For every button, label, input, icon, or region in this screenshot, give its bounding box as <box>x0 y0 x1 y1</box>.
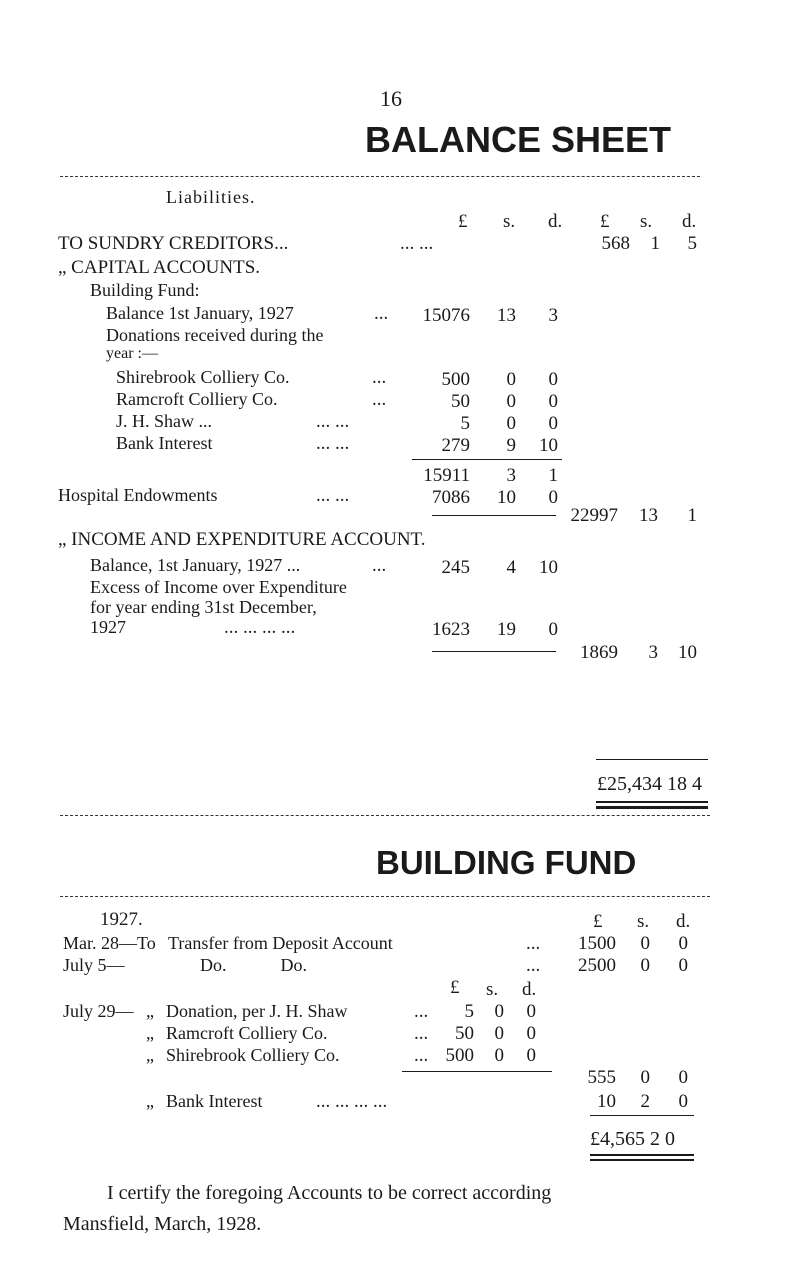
amount-shillings: 2 <box>640 1091 650 1112</box>
col-header-pounds-2: £ <box>600 211 610 232</box>
hospital-endowments-label: Hospital Endowments <box>58 485 218 505</box>
capital-total-rule <box>432 515 556 516</box>
donor-name: Ramcroft Colliery Co. <box>166 1023 328 1043</box>
amount-pence: 0 <box>548 413 558 434</box>
amount-pounds: 1623 <box>432 619 470 640</box>
capital-accounts-heading: „ CAPITAL ACCOUNTS. <box>58 257 261 278</box>
bank-interest-label: Bank Interest <box>166 1091 263 1111</box>
amount-pounds: 2500 <box>578 955 616 976</box>
leader-dots: ... <box>526 933 541 954</box>
amount-pounds: 500 <box>441 369 470 390</box>
grand-total-rule-bottom-2 <box>596 806 708 809</box>
donations-total-rule <box>402 1071 552 1072</box>
inner-header-shillings: s. <box>486 979 499 1000</box>
amount-shillings: 19 <box>497 619 516 640</box>
amount-pounds: 279 <box>441 435 470 456</box>
leader-dots: ... ... <box>316 433 350 454</box>
title-rule <box>60 176 700 177</box>
amount-shillings: 0 <box>640 1067 650 1088</box>
amount-shillings: 9 <box>506 435 516 456</box>
ditto-mark: „ <box>146 1045 154 1065</box>
donation-date: July 29— <box>63 1001 134 1021</box>
amount-shillings: 0 <box>640 955 650 976</box>
excess-caption-line1: Excess of Income over Expenditure <box>90 577 347 597</box>
amount-shillings: 0 <box>506 413 516 434</box>
leader-dots: ... <box>374 303 389 324</box>
amount-pounds: 10 <box>597 1091 616 1112</box>
section-divider <box>60 815 710 816</box>
amount-pounds: 50 <box>451 391 470 412</box>
leader-dots: ... ... <box>316 411 350 432</box>
amount-pounds: 7086 <box>432 487 470 508</box>
amount-pounds: 5 <box>460 413 470 434</box>
leader-dots: ... <box>414 1001 429 1022</box>
amount-pounds: 1500 <box>578 933 616 954</box>
amount-shillings: 13 <box>497 305 516 326</box>
amount-pence: 10 <box>539 557 558 578</box>
inner-header-pounds: £ <box>450 977 460 998</box>
col-header-pounds-1: £ <box>458 211 468 232</box>
amount-shillings: 0 <box>506 369 516 390</box>
amount-pence: 0 <box>526 1023 536 1044</box>
ditto-mark: „ <box>146 1023 154 1043</box>
leader-dots: ... ... <box>400 233 434 254</box>
amount-shillings: 0 <box>494 1001 504 1022</box>
amount-shillings: 13 <box>639 505 658 526</box>
col-header-pence-2: d. <box>682 211 697 232</box>
amount-pence: 1 <box>687 505 697 526</box>
amount-pounds: 245 <box>441 557 470 578</box>
leader-dots: ... ... <box>316 485 350 506</box>
amount-pence: 3 <box>548 305 558 326</box>
donor-name: Bank Interest <box>116 433 213 453</box>
income-expenditure-heading: „ INCOME AND EXPENDITURE ACCOUNT. <box>58 529 426 550</box>
col-header-shillings-2: s. <box>640 211 653 232</box>
leader-dots: ... <box>414 1045 429 1066</box>
leader-dots: ... <box>372 555 387 576</box>
col-header-pounds: £ <box>593 911 603 932</box>
grand-total: £25,434 18 4 <box>597 773 702 795</box>
ie-balance-label: Balance, 1st January, 1927 ... <box>90 555 301 575</box>
amount-pounds: 568 <box>601 233 630 254</box>
amount-pence: 0 <box>548 487 558 508</box>
building-fund-total-rule-bottom-1 <box>590 1154 694 1156</box>
building-fund-total-rule-bottom-2 <box>590 1159 694 1161</box>
leader-dots: ... <box>372 367 387 388</box>
ditto-mark: „ <box>146 1091 154 1111</box>
leader-dots: ... <box>372 389 387 410</box>
balance-sheet-title: BALANCE SHEET <box>365 119 672 160</box>
amount-shillings: 3 <box>506 465 516 486</box>
ditto-mark: „ <box>146 1001 154 1021</box>
amount-shillings: 0 <box>494 1023 504 1044</box>
amount-pounds: 50 <box>455 1023 474 1044</box>
building-fund-total: £4,565 2 0 <box>590 1128 675 1150</box>
leader-dots: ... <box>526 955 541 976</box>
amount-shillings: 4 <box>506 557 516 578</box>
col-header-pence: d. <box>676 911 691 932</box>
building-fund-total-rule-top <box>590 1115 694 1116</box>
amount-shillings: 0 <box>506 391 516 412</box>
col-header-shillings: s. <box>637 911 650 932</box>
amount-pence: 1 <box>548 465 558 486</box>
excess-caption-line3: 1927 <box>90 617 126 637</box>
donations-caption-line2: year :— <box>106 345 158 362</box>
amount-pounds: 1869 <box>580 642 618 663</box>
year-label: 1927. <box>100 909 143 930</box>
donor-name: Shirebrook Colliery Co. <box>116 367 290 387</box>
grand-total-rule-top <box>596 759 708 760</box>
entry-date: July 5— <box>63 955 125 975</box>
amount-pounds: 555 <box>587 1067 616 1088</box>
donor-name: J. H. Shaw ... <box>116 411 213 431</box>
amount-shillings: 0 <box>494 1045 504 1066</box>
grand-total-rule-bottom-1 <box>596 801 708 803</box>
donor-name: Shirebrook Colliery Co. <box>166 1045 340 1065</box>
certification-statement: I certify the foregoing Accounts to be correct according <box>107 1182 552 1204</box>
amount-pence: 0 <box>678 1091 688 1112</box>
building-fund-rule <box>60 896 710 897</box>
subtotal-rule <box>412 459 562 460</box>
amount-pence: 0 <box>548 391 558 412</box>
excess-caption-line2: for year ending 31st December, <box>90 597 317 617</box>
amount-pounds: 500 <box>445 1045 474 1066</box>
amount-pence: 0 <box>526 1045 536 1066</box>
amount-pence: 0 <box>678 1067 688 1088</box>
amount-shillings: 3 <box>648 642 658 663</box>
amount-pounds: 5 <box>464 1001 474 1022</box>
entry-description: Transfer from Deposit Account <box>168 933 393 953</box>
building-fund-title: BUILDING FUND <box>376 844 637 881</box>
amount-shillings: 1 <box>650 233 660 254</box>
amount-pence: 0 <box>678 955 688 976</box>
amount-pounds: 15076 <box>422 305 470 326</box>
donor-name: Ramcroft Colliery Co. <box>116 389 278 409</box>
inner-header-pence: d. <box>522 979 537 1000</box>
amount-pence: 0 <box>548 369 558 390</box>
ie-total-rule <box>432 651 556 652</box>
page-number: 16 <box>380 86 402 111</box>
amount-pence: 0 <box>548 619 558 640</box>
col-header-pence-1: d. <box>548 211 563 232</box>
entry-description: Do. Do. <box>200 955 307 975</box>
amount-pounds: 15911 <box>423 465 470 486</box>
liabilities-label: Liabilities. <box>166 187 256 207</box>
amount-pence: 10 <box>539 435 558 456</box>
leader-dots: ... ... ... ... <box>224 617 296 638</box>
building-fund-label: Building Fund: <box>90 280 200 300</box>
entry-date: Mar. 28—To <box>63 933 156 953</box>
leader-dots: ... <box>414 1023 429 1044</box>
place-date: Mansfield, March, 1928. <box>63 1213 262 1235</box>
amount-pence: 0 <box>526 1001 536 1022</box>
amount-pounds: 22997 <box>570 505 618 526</box>
amount-shillings: 0 <box>640 933 650 954</box>
sundry-creditors-label: TO SUNDRY CREDITORS... <box>58 233 289 254</box>
donor-name: Donation, per J. H. Shaw <box>166 1001 348 1021</box>
col-header-shillings-1: s. <box>503 211 516 232</box>
leader-dots: ... ... ... ... <box>316 1091 388 1112</box>
donations-caption-line1: Donations received during the <box>106 325 324 345</box>
amount-shillings: 10 <box>497 487 516 508</box>
amount-pence: 10 <box>678 642 697 663</box>
amount-pence: 5 <box>687 233 697 254</box>
amount-pence: 0 <box>678 933 688 954</box>
balance-label: Balance 1st January, 1927 <box>106 303 294 323</box>
